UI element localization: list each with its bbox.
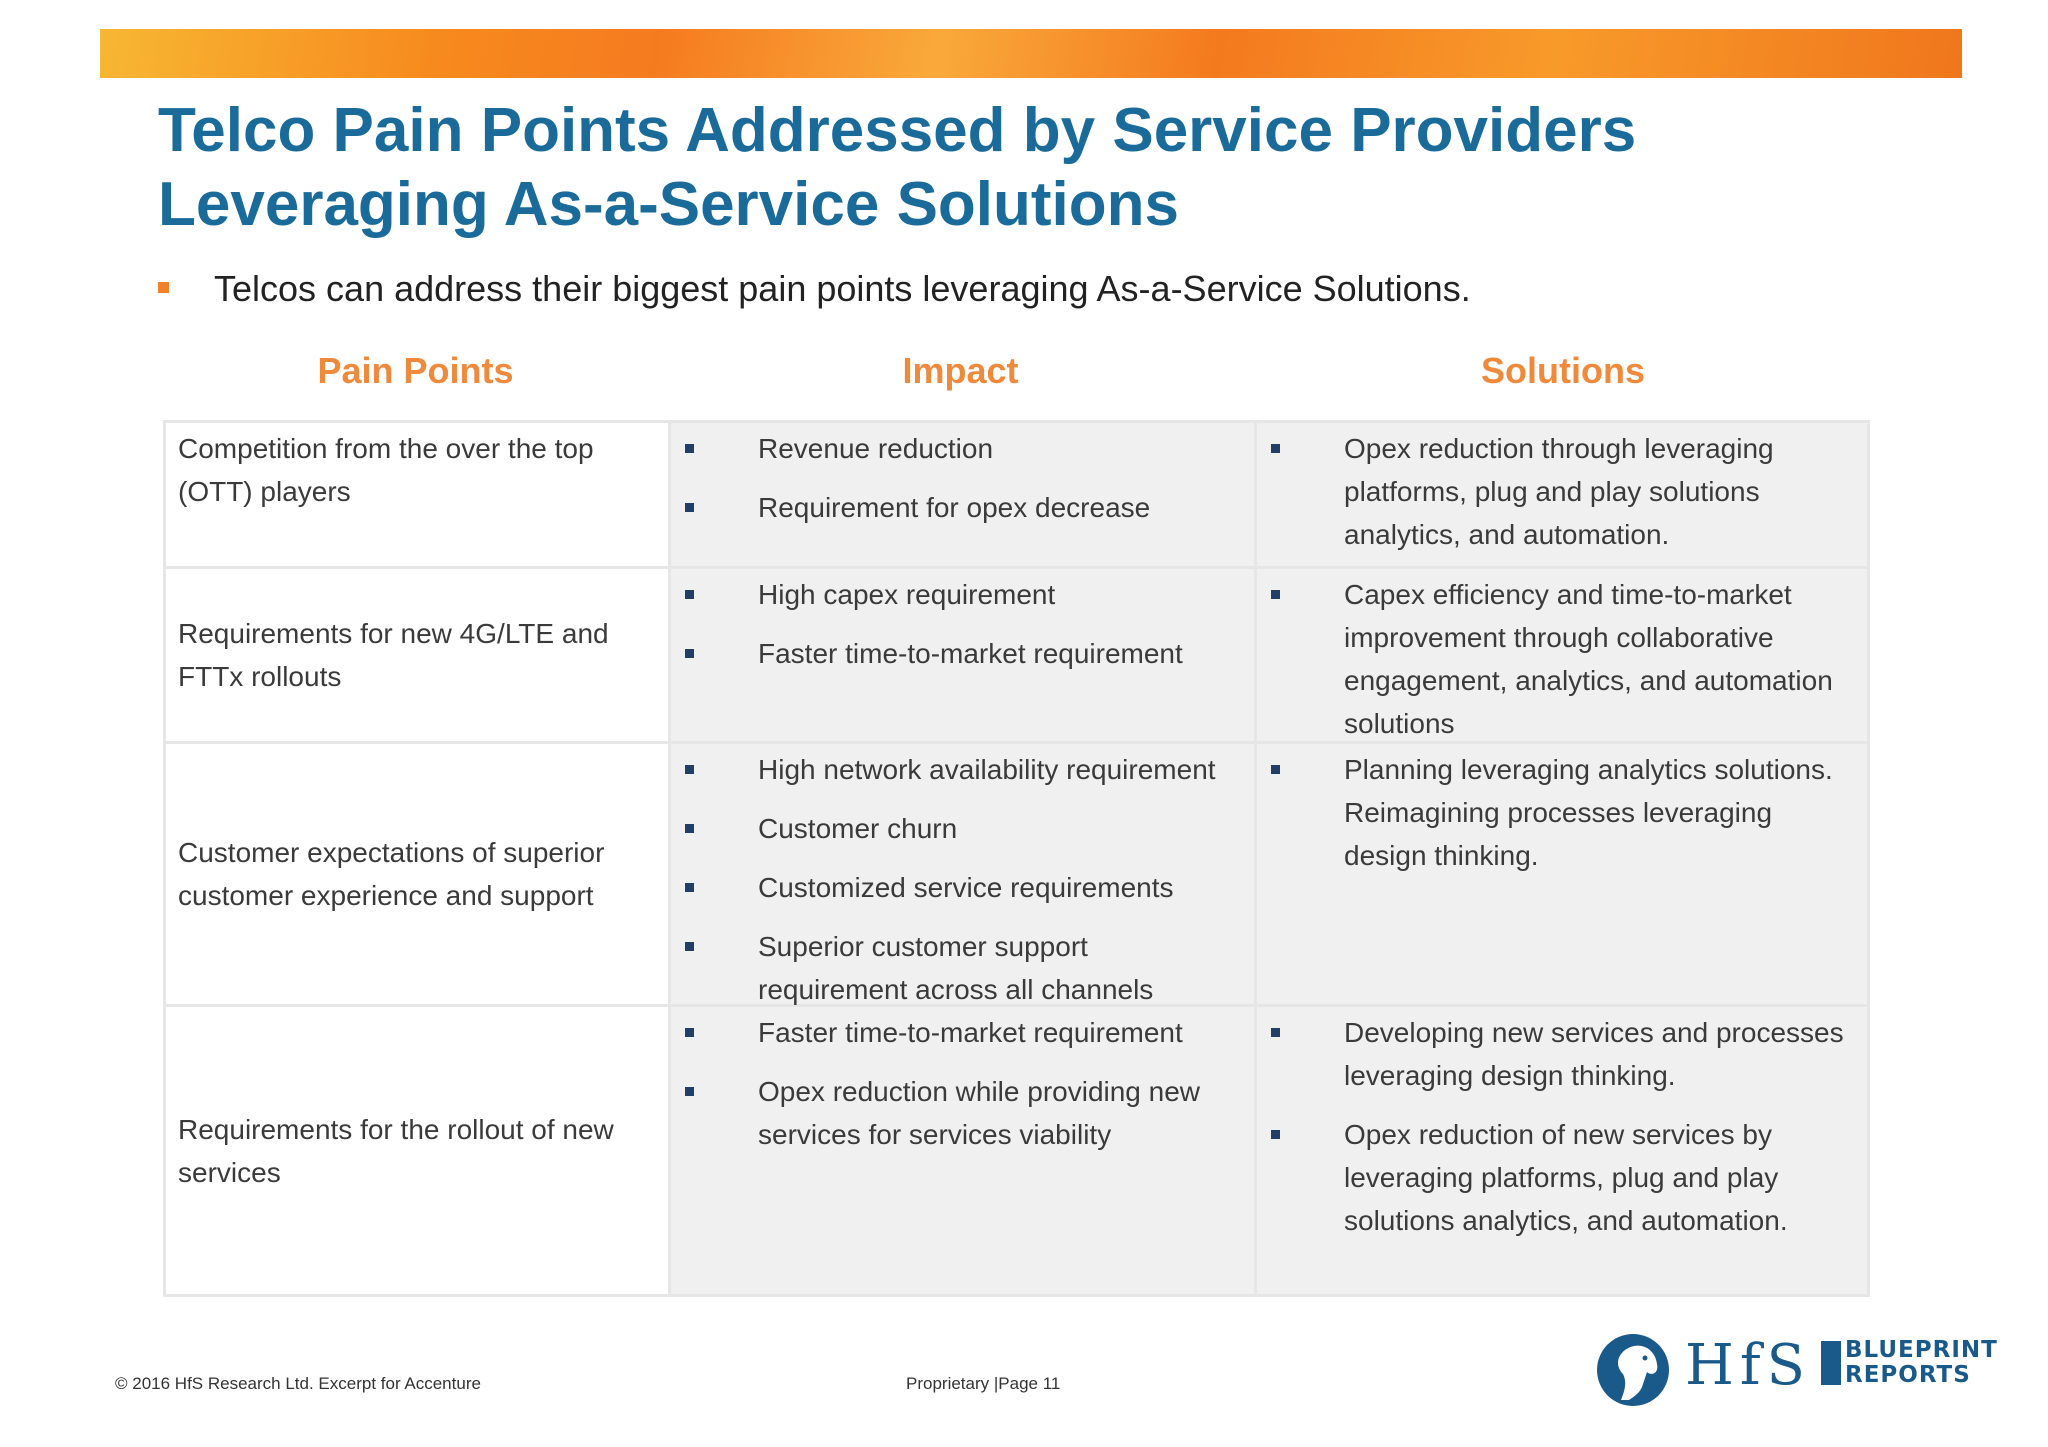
intro-bullet [158,268,1471,309]
solutions-cell [1254,744,1870,1004]
hfs-blueprint-logo [1595,1330,1998,1410]
logo-hfs-text: HfS [1685,1333,1811,1398]
list-item [685,807,1244,850]
impact-cell [668,744,1254,1004]
bullet-square-icon [1271,590,1280,599]
impact-text: Requirement for opex decrease [758,492,1151,523]
bullet-square-icon [685,824,694,833]
solutions-cell [1254,569,1870,741]
table-row [163,566,1870,741]
header-impact: Impact [902,350,1019,391]
solution-text: Opex reduction through leveraging platforms, plug and play solutions analytics, and automation. [1344,433,1774,550]
logo-blueprint-reports [1845,1338,1998,1388]
bullet-square-icon [685,590,694,599]
bullet-square-icon [1271,765,1280,774]
bullet-square-icon [685,942,694,951]
solution-text: Developing new services and processes leveraging design thinking. [1344,1017,1844,1091]
bullet-square-icon [1271,1130,1280,1139]
hfs-horse-head-icon [1595,1330,1675,1408]
table-row [163,741,1870,1004]
list-item [685,1070,1244,1156]
bullet-square-icon [158,282,169,293]
impact-cell [668,1007,1254,1294]
footer-page-number: Proprietary |Page 11 [906,1374,1061,1393]
page-title-line2: Leveraging As-a-Service Solutions [158,170,1180,239]
solution-text: Capex efficiency and time-to-market improvement through collaborative engagement, analytics, and automation solutions [1344,579,1833,739]
list-item [685,748,1244,791]
impact-text: Customer churn [758,813,958,844]
pain-points-table [163,420,1870,1297]
impact-text: Faster time-to-market requirement [758,638,1183,669]
solution-text: Opex reduction of new services by leveraging platforms, plug and play solutions analytics, and automation. [1344,1119,1788,1236]
pain-point-text: Customer expectations of superior customer experience and support [178,837,605,911]
pain-point-cell [163,569,668,741]
list-item [685,925,1244,1011]
pain-point-cell [163,744,668,1004]
impact-text: High capex requirement [758,579,1056,610]
list-item [1271,1113,1857,1242]
bullet-square-icon [685,444,694,453]
list-item [685,1011,1244,1054]
bullet-square-icon [1271,444,1280,453]
list-item [685,573,1244,616]
table-row [163,1004,1870,1297]
impact-text: Opex reduction while providing new services for services viability [758,1076,1201,1150]
pain-point-text: Competition from the over the top (OTT) players [178,433,594,507]
pain-point-cell [163,423,668,566]
impact-cell [668,569,1254,741]
list-item [1271,1011,1857,1097]
list-item [1271,748,1857,877]
bullet-square-icon [1271,1028,1280,1037]
list-item [1271,427,1857,556]
solution-text: Planning leveraging analytics solutions. Reimagining processes leveraging design thinking. [1344,754,1833,871]
page-title [158,94,1858,242]
logo-blueprint-text: BLUEPRINT [1845,1337,1998,1363]
solutions-cell [1254,1007,1870,1294]
pain-point-cell [163,1007,668,1294]
logo-reports-text: REPORTS [1845,1362,1971,1388]
footer-copyright: © 2016 HfS Research Ltd. Excerpt for Accenture [115,1374,481,1393]
intro-text: Telcos can address their biggest pain points leveraging As-a-Service Solutions. [214,268,1471,309]
impact-text: Faster time-to-market requirement [758,1017,1183,1048]
bullet-square-icon [685,503,694,512]
logo-badge [1821,1341,1841,1385]
bullet-square-icon [685,1028,694,1037]
pain-point-text: Requirements for new 4G/LTE and FTTx rollouts [178,618,609,692]
page-title-line1: Telco Pain Points Addressed by Service Providers [158,96,1637,165]
impact-text: High network availability requirement [758,754,1216,785]
pain-point-text: Requirements for the rollout of new services [178,1113,614,1188]
bullet-square-icon [685,649,694,658]
bullet-square-icon [685,883,694,892]
header-solutions: Solutions [1481,350,1645,391]
list-item [685,632,1244,675]
list-item [685,866,1244,909]
list-item [1271,573,1857,745]
bullet-square-icon [685,765,694,774]
bullet-square-icon [685,1087,694,1096]
table-row [163,420,1870,566]
list-item [685,427,1244,470]
impact-text: Revenue reduction [758,433,994,464]
solutions-cell [1254,423,1870,566]
impact-text: Customized service requirements [758,872,1174,903]
impact-text: Superior customer support requirement across all channels [758,931,1154,1005]
top-gradient-band [100,29,1962,78]
impact-cell [668,423,1254,566]
header-pain-points: Pain Points [317,350,514,391]
list-item [685,486,1244,529]
